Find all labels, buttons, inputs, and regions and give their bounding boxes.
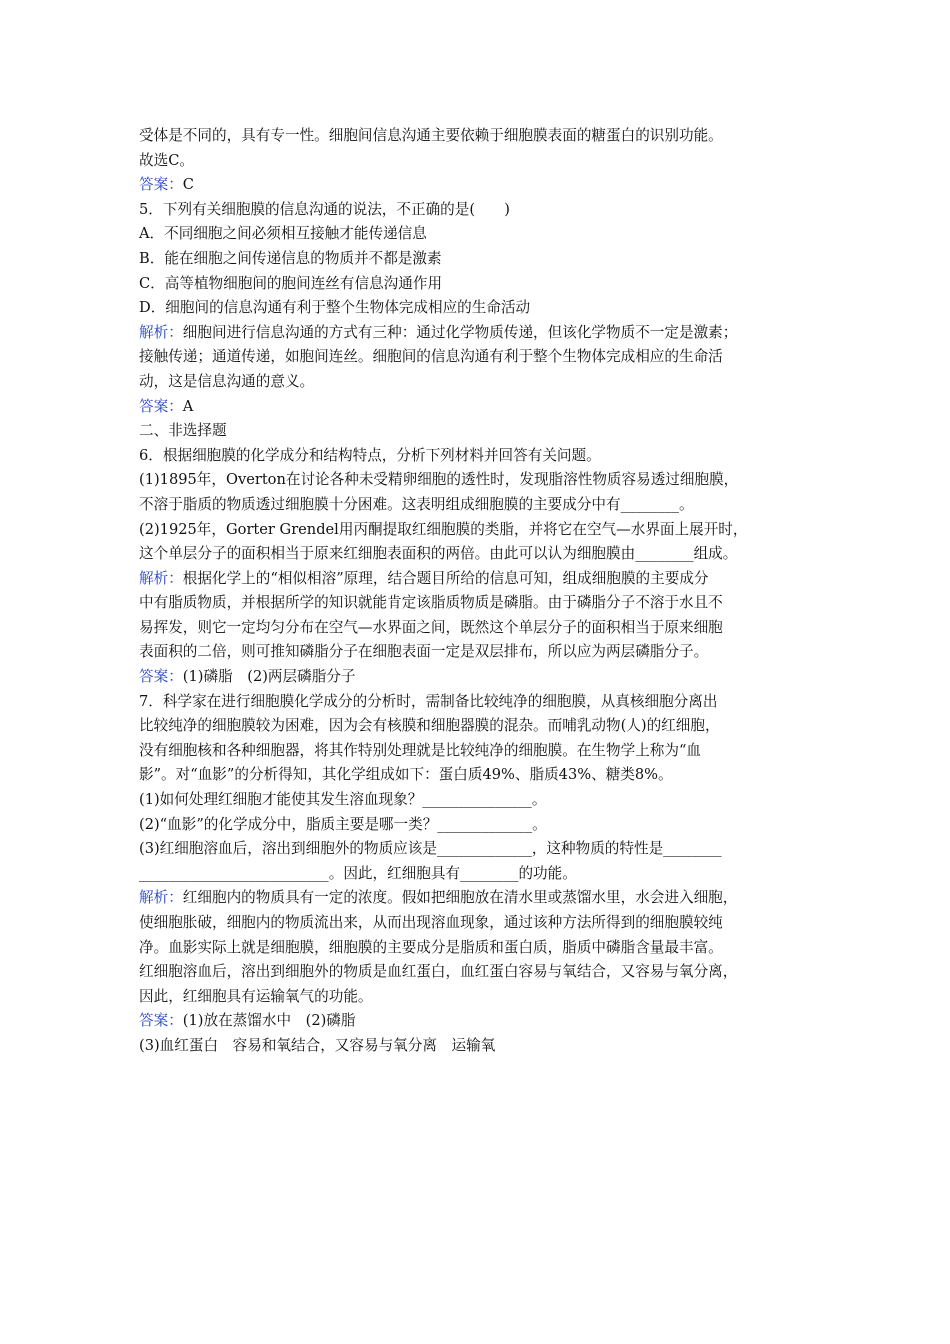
line-text: 二、非选择题 <box>139 422 227 440</box>
line-text: C．高等植物细胞间的胞间连丝有信息沟通作用 <box>139 274 443 292</box>
answer-text: (1)放在蒸馏水中 (2)磷脂 <box>182 1012 356 1030</box>
text-line <box>139 345 821 370</box>
analysis-text: 根据化学上的“相似相溶”原理，结合题目所给的信息可知，组成细胞膜的主要成分 <box>182 569 709 587</box>
line-text: __________________________。因此，红细胞具有________的功能。 <box>139 864 577 882</box>
line-text: 这个单层分子的面积相当于原来红细胞表面积的两倍。由此可以认为细胞膜由________组成。 <box>139 545 738 563</box>
line-text: (2)“血影”的化学成分中，脂质主要是哪一类？_____________。 <box>139 815 547 833</box>
answer-label: 答案： <box>139 176 183 194</box>
line-text: (3)红细胞溶血后，溶出到细胞外的物质应该是_____________，这种物质的特性是________ <box>139 840 722 858</box>
line-text: 6．根据细胞膜的化学成分和结构特点，分析下列材料并回答有关问题。 <box>139 446 601 464</box>
text-line <box>139 542 821 567</box>
option-d <box>139 296 821 321</box>
line-text: 中有脂质物质，并根据所学的知识就能肯定该脂质物质是磷脂。由于磷脂分子不溶于水且不 <box>139 594 723 612</box>
line-text: 没有细胞核和各种细胞器，将其作特别处理就是比较纯净的细胞膜。在生物学上称为“血 <box>139 741 702 759</box>
section-heading <box>139 419 821 444</box>
text-line <box>139 493 821 518</box>
question-stem <box>139 444 821 469</box>
line-text: 使细胞胀破，细胞内的物质流出来，从而出现溶血现象，通过该种方法所得到的细胞膜较纯 <box>139 914 723 931</box>
question-stem <box>139 690 821 715</box>
line-text: 受体是不同的，具有专一性。细胞间信息沟通主要依赖于细胞膜表面的糖蛋白的识别功能。 <box>139 127 723 144</box>
analysis-label: 解析： <box>139 889 183 907</box>
line-text: 7．科学家在进行细胞膜化学成分的分析时，需制备比较纯净的细胞膜，从真核细胞分离出 <box>139 692 718 710</box>
document-body <box>139 124 821 1059</box>
text-line <box>139 468 821 493</box>
question-stem <box>139 198 821 223</box>
answer-text: C <box>182 176 194 194</box>
text-line <box>139 124 821 149</box>
answer-label: 答案： <box>139 1012 183 1030</box>
analysis-text: 细胞间进行信息沟通的方式有三种：通过化学物质传递，但该化学物质不一定是激素； <box>182 323 738 341</box>
line-text: 动，这是信息沟通的意义。 <box>139 372 315 390</box>
text-line <box>139 616 821 641</box>
answer-line <box>139 1009 821 1034</box>
line-text: 表面积的二倍，则可推知磷脂分子在细胞表面一定是双层排布，所以应为两层磷脂分子。 <box>139 643 709 661</box>
text-line <box>139 640 821 665</box>
text-line <box>139 714 821 739</box>
answer-line <box>139 665 821 690</box>
text-line <box>139 960 821 985</box>
text-line <box>139 739 821 764</box>
line-text: A．不同细胞之间必须相互接触才能传递信息 <box>139 225 427 243</box>
text-line <box>139 985 821 1010</box>
text-line <box>139 936 821 961</box>
line-text: (3)血红蛋白 容易和氧结合，又容易与氧分离 运输氧 <box>139 1036 496 1054</box>
analysis-label: 解析： <box>139 569 183 587</box>
text-line <box>139 763 821 788</box>
line-text: 接触传递；通道传递，如胞间连丝。细胞间的信息沟通有利于整个生物体完成相应的生命活 <box>139 348 723 366</box>
analysis-text: 红细胞内的物质具有一定的浓度。假如把细胞放在清水里或蒸馏水里，水会进入细胞， <box>182 889 738 907</box>
sub-question <box>139 837 821 862</box>
line-text: D．细胞间的信息沟通有利于整个生物体完成相应的生命活动 <box>139 299 531 317</box>
line-text: 因此，红细胞具有运输氧气的功能。 <box>139 987 373 1005</box>
sub-question <box>139 813 821 838</box>
text-line <box>139 370 821 395</box>
option-c <box>139 272 821 297</box>
line-text: 5．下列有关细胞膜的信息沟通的说法，不正确的是( ) <box>139 200 510 218</box>
answer-line <box>139 173 821 198</box>
line-text: 不溶于脂质的物质透过细胞膜十分困难。这表明组成细胞膜的主要成分中有________。 <box>139 495 694 513</box>
line-text: 故选C。 <box>139 151 194 169</box>
line-text: (1)1895年，Overton在讨论各种未受精卵细胞的透性时，发现脂溶性物质容易透过细胞膜， <box>139 471 739 489</box>
answer-label: 答案： <box>139 397 183 415</box>
option-b <box>139 247 821 272</box>
line-text: 比较纯净的细胞膜较为困难，因为会有核膜和细胞器膜的混杂。而哺乳动物(人)的红细胞， <box>139 717 720 735</box>
analysis-line <box>139 886 821 911</box>
sub-question <box>139 788 821 813</box>
text-line <box>139 1034 821 1059</box>
answer-text: (1)磷脂 (2)两层磷脂分子 <box>182 668 356 686</box>
text-line <box>139 149 821 174</box>
text-line <box>139 911 821 936</box>
answer-line <box>139 395 821 420</box>
line-text: (1)如何处理红细胞才能使其发生溶血现象？_______________。 <box>139 791 547 809</box>
line-text: (2)1925年，Gorter Grendel用丙酮提取红细胞膜的类脂，并将它在空气—水界面上展开时， <box>139 520 748 538</box>
line-text: 影”。对“血影”的分析得知，其化学组成如下：蛋白质49%、脂质43%、糖类8%。 <box>139 766 673 784</box>
analysis-line <box>139 567 821 592</box>
text-line <box>139 591 821 616</box>
line-text: 易挥发，则它一定均匀分布在空气—水界面之间，既然这个单层分子的面积相当于原来细胞 <box>139 618 723 636</box>
analysis-line <box>139 321 821 346</box>
text-line <box>139 518 821 543</box>
line-text: 红细胞溶血后，溶出到细胞外的物质是血红蛋白，血红蛋白容易与氧结合，又容易与氧分离， <box>139 963 738 981</box>
line-text: 净。血影实际上就是细胞膜，细胞膜的主要成分是脂质和蛋白质，脂质中磷脂含量最丰富。 <box>139 938 723 956</box>
text-line <box>139 862 821 887</box>
answer-text: A <box>182 397 194 415</box>
line-text: B．能在细胞之间传递信息的物质并不都是激素 <box>139 249 442 267</box>
answer-label: 答案： <box>139 668 183 686</box>
analysis-label: 解析： <box>139 323 183 341</box>
option-a <box>139 222 821 247</box>
